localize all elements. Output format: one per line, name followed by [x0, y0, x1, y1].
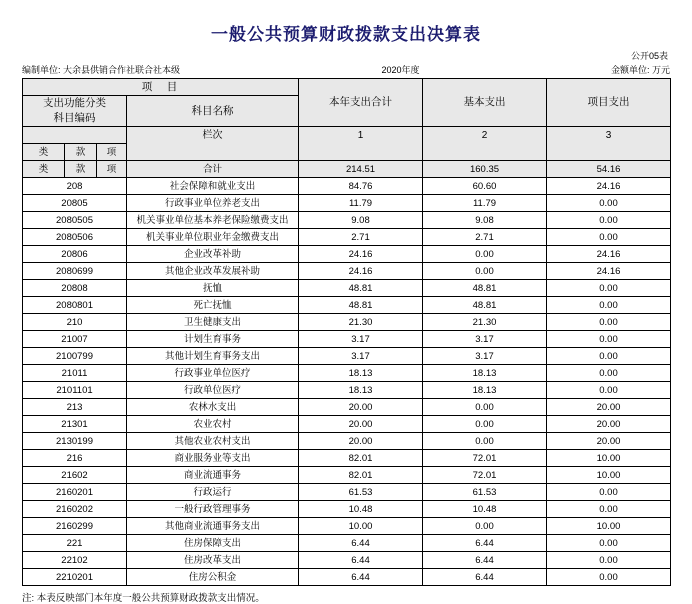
row-project: 0.00	[547, 552, 671, 569]
row-basic: 0.00	[423, 518, 547, 535]
table-row	[23, 501, 671, 518]
row-basic: 21.30	[423, 314, 547, 331]
table-row	[23, 518, 671, 535]
row-subject-name: 抚恤	[127, 280, 299, 297]
row-code: 208	[23, 178, 127, 195]
row-basic: 0.00	[423, 263, 547, 280]
table-header-row-lkx	[23, 144, 671, 161]
row-project: 10.00	[547, 518, 671, 535]
row-code: 21602	[23, 467, 127, 484]
row-subject-name: 住房保障支出	[127, 535, 299, 552]
header-lei: 类	[23, 144, 65, 161]
row-year-total: 6.44	[299, 569, 423, 586]
row-code: 21011	[23, 365, 127, 382]
header-xiang: 项	[97, 144, 127, 161]
row-code: 20805	[23, 195, 127, 212]
total-basic: 160.35	[423, 161, 547, 178]
row-basic: 6.44	[423, 535, 547, 552]
row-year-total: 10.00	[299, 518, 423, 535]
header-item-group: 项 目	[23, 79, 299, 96]
meta-row	[22, 63, 670, 78]
row-subject-name: 其他农业农村支出	[127, 433, 299, 450]
row-project: 0.00	[547, 212, 671, 229]
row-basic: 48.81	[423, 297, 547, 314]
row-subject-name: 企业改革补助	[127, 246, 299, 263]
header-lkx-spacer	[127, 144, 299, 161]
header-subject-name: 科目名称	[127, 96, 299, 127]
header-kuan-cell: 款	[65, 161, 97, 178]
row-basic: 6.44	[423, 552, 547, 569]
table-row	[23, 297, 671, 314]
page-title: 一般公共预算财政拨款支出决算表	[211, 25, 481, 44]
header-basic-expenditure: 基本支出	[423, 79, 547, 127]
table-row	[23, 348, 671, 365]
row-project: 0.00	[547, 382, 671, 399]
row-subject-name: 卫生健康支出	[127, 314, 299, 331]
row-code: 2080505	[23, 212, 127, 229]
row-code: 2160201	[23, 484, 127, 501]
table-header-row-1	[23, 79, 671, 96]
row-year-total: 48.81	[299, 297, 423, 314]
table-total-row	[23, 161, 671, 178]
header-function-code: 支出功能分类 科目编码	[23, 96, 127, 127]
row-project: 0.00	[547, 484, 671, 501]
row-year-total: 82.01	[299, 450, 423, 467]
row-code: 2080699	[23, 263, 127, 280]
table-row	[23, 178, 671, 195]
form-number: 公开05表	[630, 51, 668, 61]
header-lkx-c2	[423, 144, 547, 161]
row-basic: 18.13	[423, 382, 547, 399]
row-year-total: 9.08	[299, 212, 423, 229]
row-subject-name: 行政单位医疗	[127, 382, 299, 399]
row-code: 216	[23, 450, 127, 467]
row-year-total: 6.44	[299, 535, 423, 552]
row-year-total: 20.00	[299, 433, 423, 450]
header-col-num-2: 2	[423, 127, 547, 144]
row-year-total: 24.16	[299, 263, 423, 280]
row-basic: 0.00	[423, 433, 547, 450]
table-row	[23, 331, 671, 348]
row-year-total: 3.17	[299, 331, 423, 348]
row-code: 2100799	[23, 348, 127, 365]
table-row	[23, 569, 671, 586]
table-header-row-3	[23, 127, 671, 144]
row-basic: 9.08	[423, 212, 547, 229]
row-project: 0.00	[547, 501, 671, 518]
row-year-total: 20.00	[299, 416, 423, 433]
row-basic: 18.13	[423, 365, 547, 382]
row-subject-name: 其他计划生育事务支出	[127, 348, 299, 365]
row-project: 0.00	[547, 569, 671, 586]
total-year-total: 214.51	[299, 161, 423, 178]
row-code: 2080801	[23, 297, 127, 314]
row-project: 24.16	[547, 263, 671, 280]
row-year-total: 82.01	[299, 467, 423, 484]
row-code: 21301	[23, 416, 127, 433]
row-basic: 0.00	[423, 246, 547, 263]
row-code: 21007	[23, 331, 127, 348]
header-col-num-3: 3	[547, 127, 671, 144]
header-xiang-cell: 项	[97, 161, 127, 178]
row-year-total: 11.79	[299, 195, 423, 212]
table-footnote: 注: 本表反映部门本年度一般公共预算财政拨款支出情况。	[22, 593, 265, 604]
row-year-total: 21.30	[299, 314, 423, 331]
row-subject-name: 商业流通事务	[127, 467, 299, 484]
row-basic: 3.17	[423, 331, 547, 348]
row-subject-name: 其他商业流通事务支出	[127, 518, 299, 535]
row-basic: 0.00	[423, 416, 547, 433]
amount-unit: 金额单位: 万元	[610, 65, 670, 75]
table-row	[23, 450, 671, 467]
row-year-total: 6.44	[299, 552, 423, 569]
table-row	[23, 280, 671, 297]
row-basic: 11.79	[423, 195, 547, 212]
header-level-label: 栏次	[127, 127, 299, 144]
row-year-total: 2.71	[299, 229, 423, 246]
row-year-total: 48.81	[299, 280, 423, 297]
header-kuan: 款	[65, 144, 97, 161]
row-project: 0.00	[547, 348, 671, 365]
table-row	[23, 246, 671, 263]
row-year-total: 18.13	[299, 365, 423, 382]
table-row	[23, 467, 671, 484]
table-row	[23, 552, 671, 569]
row-project: 20.00	[547, 416, 671, 433]
table-row	[23, 365, 671, 382]
row-project: 0.00	[547, 535, 671, 552]
row-year-total: 18.13	[299, 382, 423, 399]
row-year-total: 61.53	[299, 484, 423, 501]
table-row	[23, 535, 671, 552]
table-body	[23, 178, 671, 586]
row-year-total: 10.48	[299, 501, 423, 518]
row-project: 0.00	[547, 314, 671, 331]
row-code: 20806	[23, 246, 127, 263]
table-row	[23, 212, 671, 229]
row-code: 2101101	[23, 382, 127, 399]
header-lei-cell: 类	[23, 161, 65, 178]
row-project: 0.00	[547, 365, 671, 382]
row-basic: 2.71	[423, 229, 547, 246]
row-code: 22102	[23, 552, 127, 569]
row-code: 2210201	[23, 569, 127, 586]
row-project: 24.16	[547, 246, 671, 263]
total-project: 54.16	[547, 161, 671, 178]
row-subject-name: 农林水支出	[127, 399, 299, 416]
row-basic: 6.44	[423, 569, 547, 586]
row-year-total: 20.00	[299, 399, 423, 416]
row-year-total: 3.17	[299, 348, 423, 365]
table-row	[23, 229, 671, 246]
row-basic: 3.17	[423, 348, 547, 365]
row-code: 213	[23, 399, 127, 416]
row-project: 0.00	[547, 331, 671, 348]
header-level-spacer	[23, 127, 127, 144]
budget-table	[22, 78, 671, 586]
row-project: 24.16	[547, 178, 671, 195]
table-row	[23, 382, 671, 399]
row-basic: 48.81	[423, 280, 547, 297]
row-basic: 0.00	[423, 399, 547, 416]
row-code: 221	[23, 535, 127, 552]
row-code: 210	[23, 314, 127, 331]
row-year-total: 84.76	[299, 178, 423, 195]
row-project: 10.00	[547, 450, 671, 467]
row-basic: 72.01	[423, 467, 547, 484]
row-basic: 72.01	[423, 450, 547, 467]
total-label: 合计	[127, 161, 299, 178]
row-project: 0.00	[547, 297, 671, 314]
row-subject-name: 住房改革支出	[127, 552, 299, 569]
table-row	[23, 263, 671, 280]
row-subject-name: 农业农村	[127, 416, 299, 433]
compiling-unit: 编制单位: 大余县供销合作社联合社本级	[22, 65, 181, 75]
table-row	[23, 433, 671, 450]
row-code: 2160299	[23, 518, 127, 535]
row-project: 20.00	[547, 433, 671, 450]
table-row	[23, 314, 671, 331]
row-subject-name: 其他企业改革发展补助	[127, 263, 299, 280]
header-project-expenditure: 项目支出	[547, 79, 671, 127]
row-subject-name: 行政运行	[127, 484, 299, 501]
row-project: 0.00	[547, 195, 671, 212]
header-lkx-c3	[547, 144, 671, 161]
row-code: 2160202	[23, 501, 127, 518]
row-subject-name: 商业服务业等支出	[127, 450, 299, 467]
row-basic: 10.48	[423, 501, 547, 518]
table-row	[23, 195, 671, 212]
row-code: 2080506	[23, 229, 127, 246]
header-col-num-1: 1	[299, 127, 423, 144]
row-project: 10.00	[547, 467, 671, 484]
row-subject-name: 机关事业单位职业年金缴费支出	[127, 229, 299, 246]
fiscal-year: 2020年度	[381, 65, 420, 75]
row-subject-name: 行政事业单位养老支出	[127, 195, 299, 212]
row-subject-name: 一般行政管理事务	[127, 501, 299, 518]
header-year-total: 本年支出合计	[299, 79, 423, 127]
row-subject-name: 社会保障和就业支出	[127, 178, 299, 195]
header-lkx-c1	[299, 144, 423, 161]
table-row	[23, 416, 671, 433]
row-subject-name: 计划生育事务	[127, 331, 299, 348]
row-year-total: 24.16	[299, 246, 423, 263]
row-code: 20808	[23, 280, 127, 297]
row-subject-name: 机关事业单位基本养老保险缴费支出	[127, 212, 299, 229]
row-basic: 61.53	[423, 484, 547, 501]
row-project: 20.00	[547, 399, 671, 416]
table-row	[23, 484, 671, 501]
row-basic: 60.60	[423, 178, 547, 195]
table-row	[23, 399, 671, 416]
row-project: 0.00	[547, 229, 671, 246]
row-code: 2130199	[23, 433, 127, 450]
row-subject-name: 住房公积金	[127, 569, 299, 586]
row-subject-name: 行政事业单位医疗	[127, 365, 299, 382]
row-subject-name: 死亡抚恤	[127, 297, 299, 314]
row-project: 0.00	[547, 280, 671, 297]
